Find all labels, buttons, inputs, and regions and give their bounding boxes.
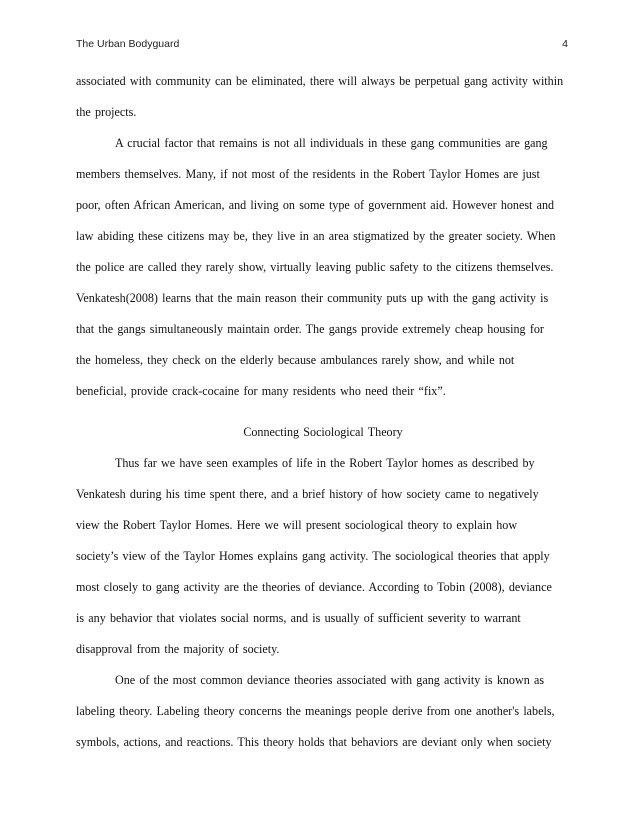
body-text-line: view the Robert Taylor Homes. Here we will present sociological theory to explain how	[76, 518, 518, 532]
body-text-line: members themselves. Many, if not most of the residents in the Robert Taylor Homes are just	[76, 167, 540, 181]
running-head: The Urban Bodyguard	[76, 38, 180, 50]
body-text-line: symbols, actions, and reactions. This theory holds that behaviors are deviant only when society	[76, 735, 552, 749]
body-text-line: the homeless, they check on the elderly because ambulances rarely show, and while not	[76, 353, 515, 367]
body-text-line: disapproval from the majority of society.	[76, 642, 280, 656]
body-text-line: law abiding these citizens may be, they live in an area stigmatized by the greater society. When	[76, 229, 556, 243]
body-text-line: Venkatesh during his time spent there, and a brief history of how society came to negatively	[76, 487, 539, 501]
body-text-line: most closely to gang activity are the theories of deviance. According to Tobin (2008), deviance	[76, 580, 552, 594]
page-number: 4	[562, 38, 568, 50]
body-text-line: is any behavior that violates social norms, and is usually of sufficient severity to warrant	[76, 611, 521, 625]
section-heading: Connecting Sociological Theory	[243, 425, 403, 439]
body-text-line: the police are called they rarely show, virtually leaving public safety to the citizens themselves.	[76, 260, 554, 274]
page-header	[76, 38, 568, 54]
paragraph-first-line: Thus far we have seen examples of life in the Robert Taylor homes as described by	[115, 456, 535, 470]
body-text-line: poor, often African American, and living on some type of government aid. However honest and	[76, 198, 555, 212]
paragraph-first-line: A crucial factor that remains is not all individuals in these gang communities are gang	[115, 136, 548, 150]
body-text-line: beneficial, provide crack-cocaine for many residents who need their “fix”.	[76, 384, 446, 398]
body-text-line: that the gangs simultaneously maintain order. The gangs provide extremely cheap housing for	[76, 322, 544, 336]
body-text-line: society’s view of the Taylor Homes explains gang activity. The sociological theories that apply	[76, 549, 550, 563]
body-text-line: associated with community can be eliminated, there will always be perpetual gang activity within	[76, 74, 564, 88]
paragraph-first-line: One of the most common deviance theories associated with gang activity is known as	[115, 673, 545, 687]
body-text-line: labeling theory. Labeling theory concerns the meanings people derive from one another's labels,	[76, 704, 555, 718]
body-text-line: Venkatesh(2008) learns that the main reason their community puts up with the gang activity is	[76, 291, 549, 305]
body-text-line: the projects.	[76, 105, 137, 119]
